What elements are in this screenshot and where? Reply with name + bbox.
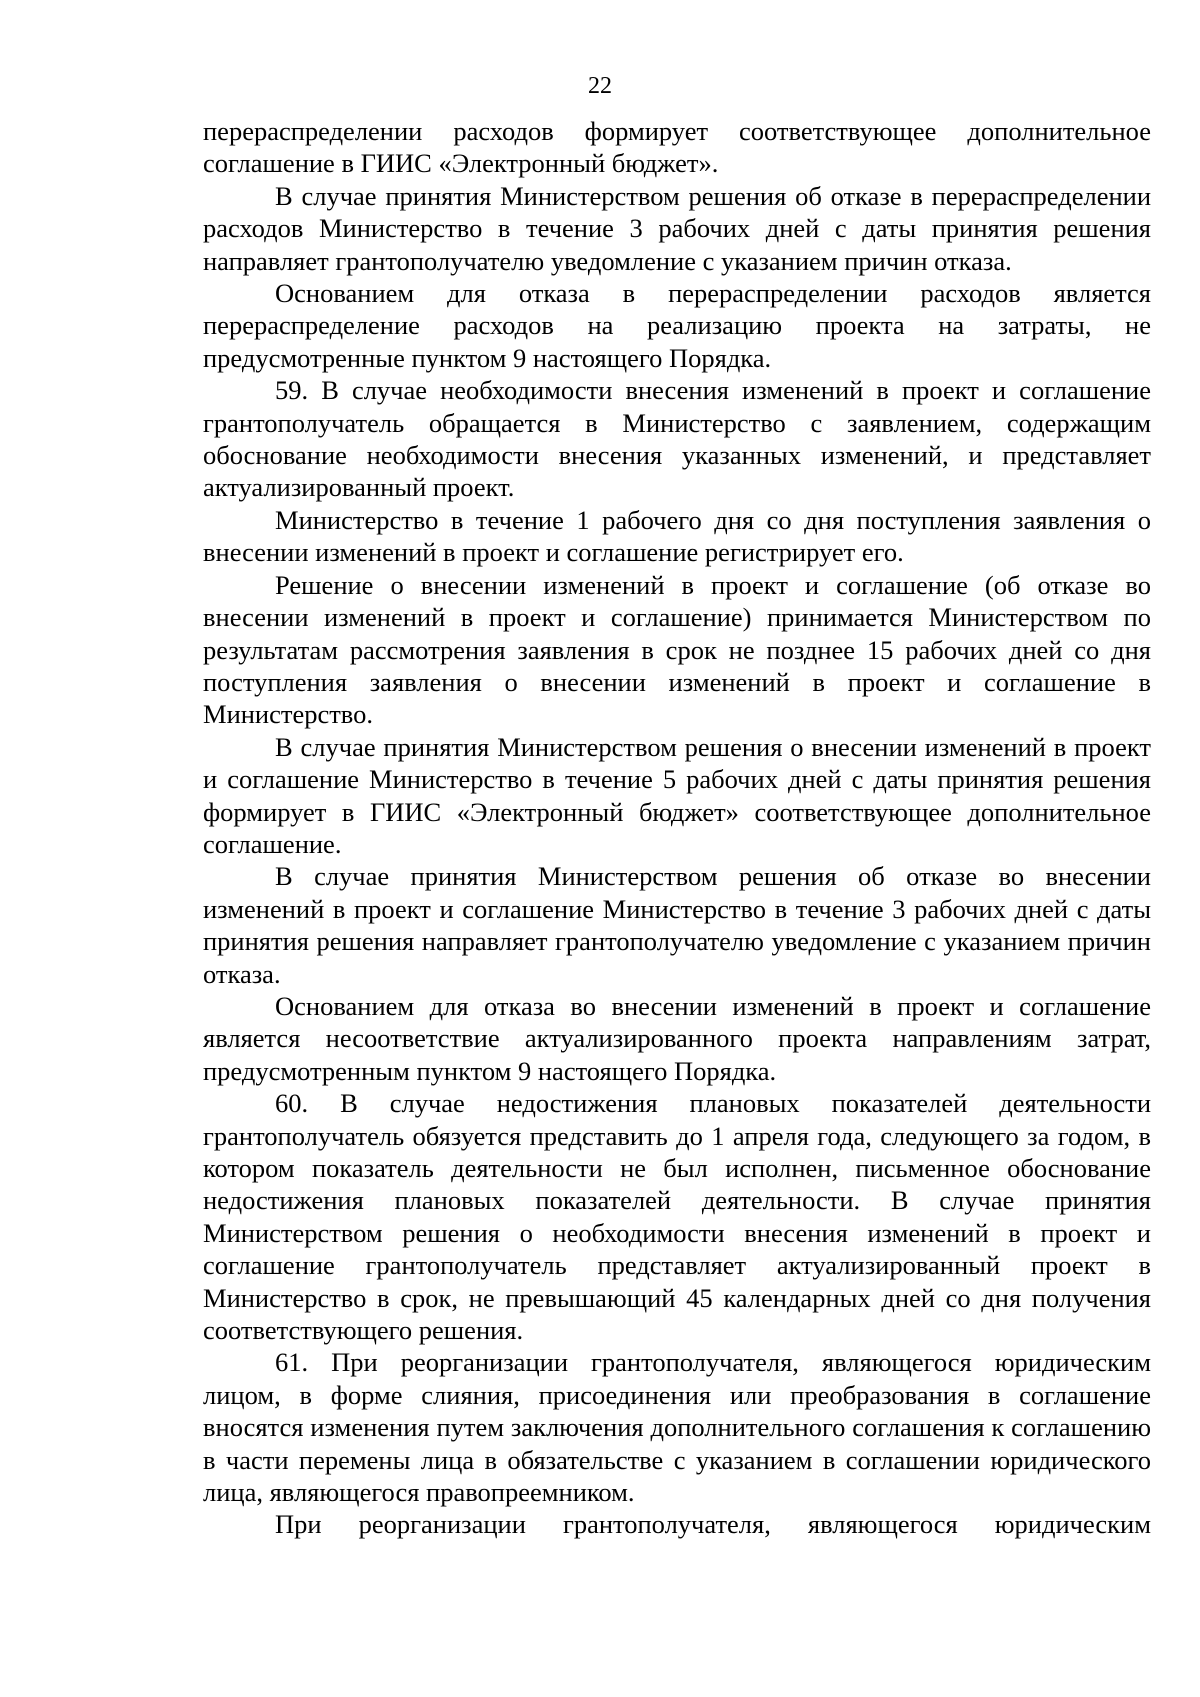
paragraph-continuation: перераспределении расходов формирует соответствующее дополнительное соглашение в ГИИС «Электронный бюджет». — [203, 116, 1151, 179]
paragraph-item-61: 61. При реорганизации грантополучателя, являющегося юридическим лицом, в форме слияния, присоединения или преобразования в соглашение вносятся изменения путем заключения дополнительного соглашения к соглашению в части перемены лица в обязательстве с указанием в соглашении юридического лица, являющегося правопреемником. — [203, 1347, 1151, 1508]
document-body — [203, 115, 1151, 1541]
paragraph-application-registration: Министерство в течение 1 рабочего дня со дня поступления заявления о внесении изменений в проект и соглашение регистрирует его. — [203, 504, 1151, 568]
paragraph-approval-agreement: В случае принятия Министерством решения о внесении изменений в проект и соглашение Министерство в течение 5 рабочих дней с даты принятия решения формирует в ГИИС «Электронный бюджет» соответствующее дополнительное соглашение. — [203, 731, 1151, 859]
paragraph-decision-deadline: Решение о внесении изменений в проект и соглашение (об отказе во внесении изменений в проект и соглашение) принимается Министерством по результатам рассмотрения заявления в срок не позднее 15 рабочих дней со дня поступления заявления о внесении изменений в проект и соглашение в Министерство. — [203, 569, 1151, 730]
paragraph-refusal-redistribution-notice: В случае принятия Министерством решения об отказе в перераспределении расходов Министерство в течение 3 рабочих дней с даты принятия решения направляет грантополучателю уведомление с указанием причин отказа. — [203, 180, 1151, 276]
paragraph-refusal-redistribution-grounds: Основанием для отказа в перераспределении расходов является перераспределение расходов на реализацию проекта на затраты, не предусмотренные пунктом 9 настоящего Порядка. — [203, 278, 1151, 373]
paragraph-reorganization-cut-off: При реорганизации грантополучателя, являющегося юридическим — [275, 1509, 1151, 1540]
page-number: 22 — [588, 73, 612, 99]
paragraph-item-60: 60. В случае недостижения плановых показателей деятельности грантополучатель обязуется представить до 1 апреля года, следующего за годом, в котором показатель деятельности не был исполнен, письменное обоснование недостижения плановых показателей деятельности. В случае принятия Министерством решения о необходимости внесения изменений в проект и соглашение грантополучатель представляет актуализированный проект в Министерство в срок, не превышающий 45 календарных дней со дня получения соответствующего решения. — [203, 1088, 1151, 1346]
paragraph-refusal-changes-grounds: Основанием для отказа во внесении изменений в проект и соглашение является несоответствие актуализированного проекта направлениям затрат, предусмотренным пунктом 9 настоящего Порядка. — [203, 990, 1151, 1086]
paragraph-item-59: 59. В случае необходимости внесения изменений в проект и соглашение грантополучатель обращается в Министерство с заявлением, содержащим обоснование необходимости внесения указанных изменений, и представляет актуализированный проект. — [203, 375, 1151, 503]
paragraph-refusal-changes-notice: В случае принятия Министерством решения об отказе во внесении изменений в проект и соглашение Министерство в течение 3 рабочих дней с даты принятия решения направляет грантополучателю уведомление с указанием причин отказа. — [203, 861, 1151, 989]
